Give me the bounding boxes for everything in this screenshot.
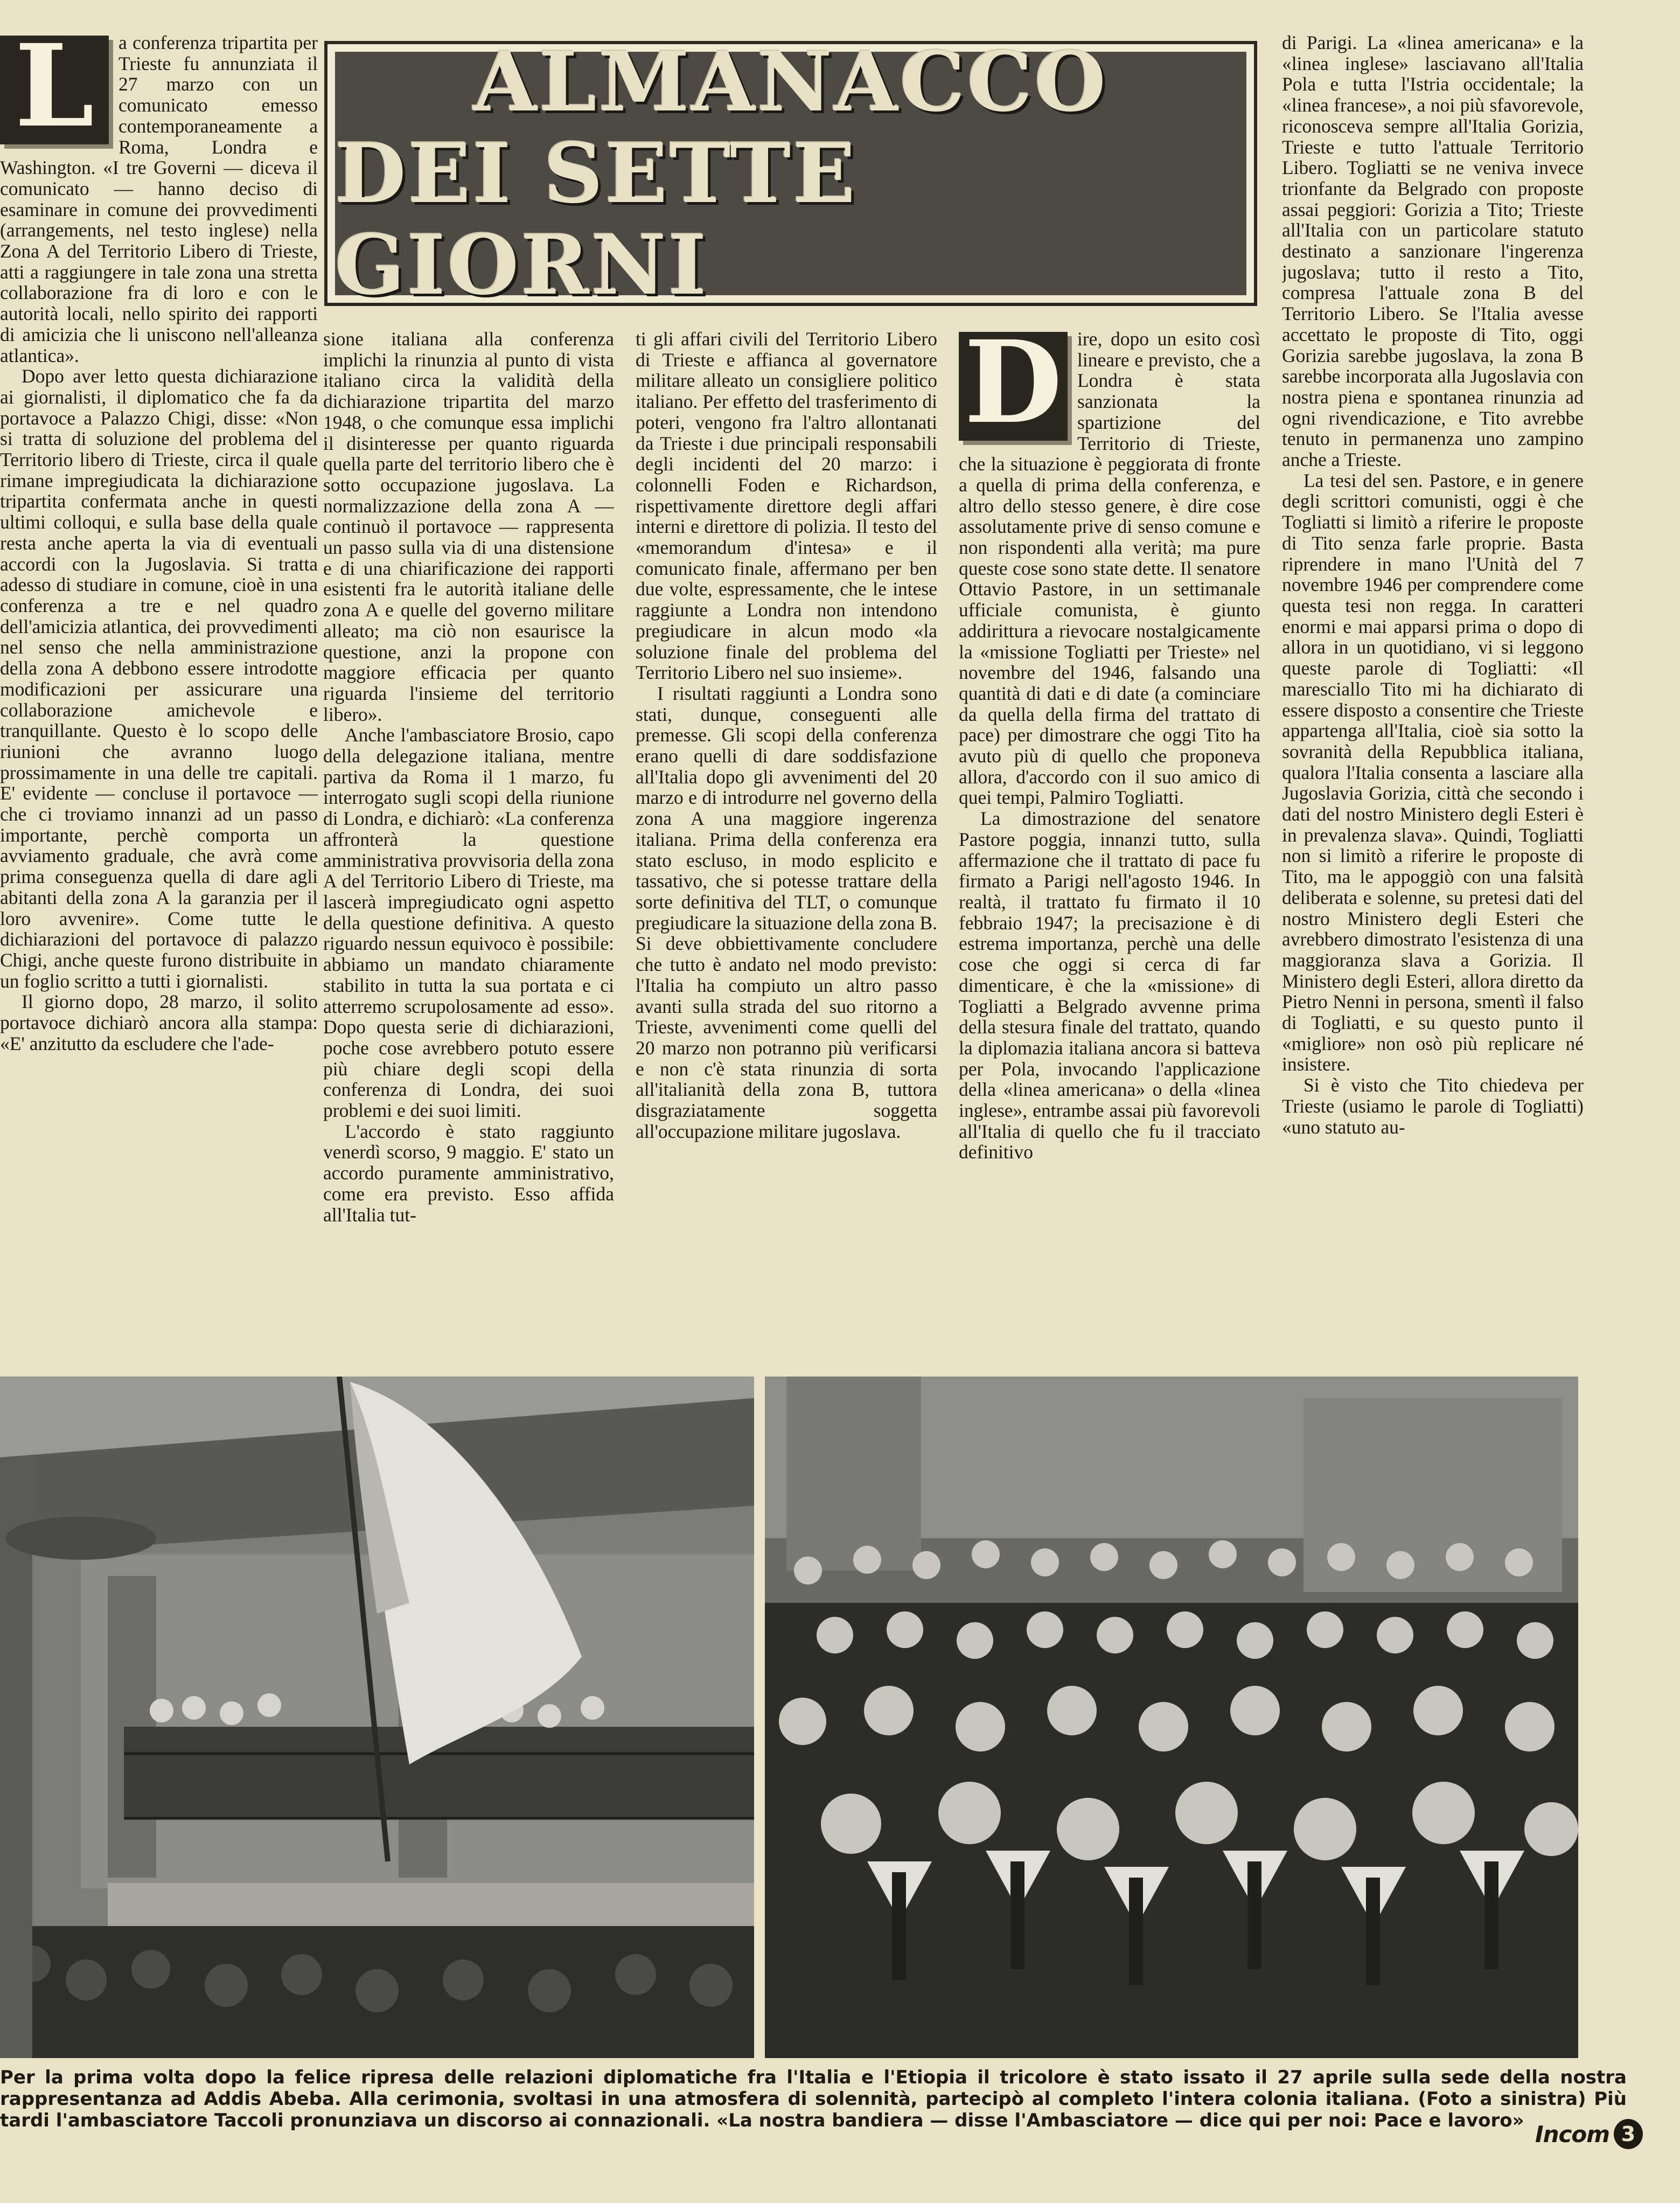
headline-line-2: DEI SETTE GIORNI [335, 125, 858, 313]
paragraph: ti gli affari civili del Territorio Libero di Trieste e affianca al governatore militare alleato un consigliere politico italiano. Per effetto del trasferimento di poteri, vengono fra l'altro allontanati da Trieste i due principali responsabili degli incidenti del 20 marzo: i colonnelli Foden e Richardson, rispettivamente direttore degli affari interni e direttore di polizia. Il testo del «memorandum d'intesa» e il comunicato finale, affermano per ben due volte, espressamente, che le intese raggiunte a Londra non intendono pregiudicare in alcun modo «la soluzione finale del problema del Territorio Libero nel suo insieme». [636, 329, 937, 684]
article-column-right-1 [959, 329, 1260, 1363]
page-number: 3 [1614, 2119, 1643, 2149]
dropcap-d: D [959, 332, 1068, 441]
dropcap-l: L [0, 36, 109, 144]
article-column-left [0, 32, 318, 1363]
article-column-mid-1 [323, 329, 614, 1363]
paragraph: I risultati raggiunti a Londra sono stati, dunque, conseguenti alle premesse. Gli scopi della conferenza erano quelli di dare soddisfazione all'Italia dopo gli avvenimenti del 20 marzo e di introdurre nel governo della zona A una maggiore ingerenza italiana. Prima della conferenza era stato escluso, in modo esplicito e tassativo, che si potesse trattare della sorte definitiva del TLT, o comunque pregiudicare la situazione della zona B. Si deve obbiettivamente concludere che tutto è andato nel modo previsto: l'Italia ha compiuto un altro passo avanti sulla strada del suo ritorno a Trieste, avvenimenti come quelli del 20 marzo non potranno più verificarsi e non c'è stata rinunzia di sorta all'italianità della zona B, tuttora disgraziatamente soggetta all'occupazione militare jugoslava. [636, 682, 937, 1142]
photo-caption: Per la prima volta dopo la felice ripresa delle relazioni diplomatiche fra l'Italia e l'Etiopia il tricolore è stato issato il 27 aprile sulla sede della nostra rappresentanza ad Addis Abeba. Alla cerimonia, svoltasi in una atmosfera di solennità, partecipò al completo l'intera colonia italiana. (Foto a sinistra) Più tardi l'ambasciatore Taccoli pronunziava un discorso ai connazionali. «La nostra bandiera — disse l'Ambasciatore — dice qui per noi: Pace e lavoro» [0, 2067, 1627, 2131]
article-column-mid-2 [636, 329, 937, 1363]
paragraph: ire, dopo un esito così lineare e previsto, che a Londra è stata sanzionata la spartizione del Territorio di Trieste, che la situazione è peggiorata di fronte a quella di prima della conferenza, e altro dello stesso genere, è dire cose assolutamente prive di senso comune e non rispondenti alla verità; ma pure queste cose sono state dette. Il senatore Ottavio Pastore, in un settimanale ufficiale comunista, è giunto addirittura a rievocare nostalgicamente la «missione Togliatti per Trieste» nel novembre del 1946, falsando una quantità di dati e di date (a cominciare da quella della firma del trattato di pace) per dimostrare che oggi Tito ha avuto più di quello che proponeva allora, d'accordo con il suo amico di quei tempi, Palmiro Togliatti. [959, 329, 1260, 809]
headline-line-1: ALMANACCO [473, 33, 1109, 130]
photo-crowd-illustration [765, 1377, 1578, 2058]
headline-banner [327, 33, 1254, 313]
paragraph: Si è visto che Tito chiedeva per Trieste (usiamo le parole di Togliatti) «uno statuto au- [1282, 1074, 1584, 1138]
paragraph: a conferenza tripartita per Trieste fu annunziata il 27 marzo con un comunicato emesso contemporaneamente a Roma, Londra e Washington. «I tre Governi — diceva il comunicato — hanno deciso di esaminare in comune dei provvedimenti (arrangements, nel testo inglese) nella Zona A del Territorio Libero di Trieste, atti a raggiungere in tale zona una stretta collaborazione fra di loro e con le autorità locali, nello spirito dei rapporti di amicizia che li uniscono nell'alleanza atlantica». [0, 32, 318, 366]
footer-brand [1535, 2117, 1643, 2151]
paragraph: Anche l'ambasciatore Brosio, capo della delegazione italiana, mentre partiva da Roma il 1 marzo, fu interrogato sugli scopi della riunione di Londra, e dichiarò: «La conferenza affronterà la questione amministrativa provvisoria della zona A del Territorio Libero di Trieste, ma lascerà impregiudicato ogni aspetto della questione definitiva. A questo riguardo nessun equivoco è possibile: abbiamo un mandato chiaramente stabilito in tutta la sua portata e ci atterremo scrupolosamente ad esso». Dopo questa serie di dichiarazioni, poche cose avrebbero potuto essere più chiare degli scopi della conferenza di Londra, dei suoi problemi e dei suoi limiti. [323, 724, 614, 1122]
paragraph: L'accordo è stato raggiunto venerdì scorso, 9 maggio. E' stato un accordo puramente amministrativo, come era previsto. Esso affida all'Italia tut- [323, 1120, 614, 1226]
paragraph: Dopo aver letto questa dichiarazione ai giornalisti, il diplomatico che fa da portavoce a Palazzo Chigi, disse: «Non si tratta di soluzione del problema del Territorio libero di Trieste, circa il quale rimane impregiudicata la dichiarazione tripartita confermata anche in questi ultimi colloqui, e sulla base della quale resta anche aperta la via di eventuali accordi con la Jugoslavia. Si tratta adesso di studiare in comune, cioè in una conferenza a tre e nel quadro dell'amicizia atlantica, dei provvedimenti nel senso che nella amministrazione della zona A debbono essere introdotte modificazioni per assicurare una collaborazione amichevole e tranquillante. Questo è lo scopo delle riunioni che avranno luogo prossimamente in una delle tre capitali. E' evidente — concluse il portavoce — che ci troviamo innanzi ad un passo importante, perchè comporta un avviamento graduale, che avrà come prima conseguenza quella di dare agli abitanti della zona A la garanzia per il loro avvenire». Come tutte le dichiarazioni del portavoce di palazzo Chigi, anche queste furono distribuite in un foglio scritto a tutti i giornalisti. [0, 365, 318, 992]
paragraph: di Parigi. La «linea americana» e la «linea inglese» lasciavano all'Italia Pola e tutta l'Istria occidentale; la «linea francese», a noi più sfavorevole, riconosceva sempre all'Italia Gorizia, Trieste e tutto l'attuale Territorio Libero. Togliatti se ne veniva invece trionfante da Belgrado con proposte assai peggiori: Gorizia a Tito; Trieste all'Italia con un particolare statuto destinato a sanzionare l'ingerenza jugoslava; tutto il resto a Tito, compresa l'attuale zona B del Territorio Libero. Se l'Italia avesse accettato le proposte di Tito, oggi Gorizia sarebbe jugoslava, la zona B sarebbe incorporata alla Jugoslavia con nostra piena e spontanea rinunzia ad ogni rivendicazione, e Tito avrebbe tenuto in permanenza uno zampino anche a Trieste. [1282, 32, 1584, 471]
paragraph: Il giorno dopo, 28 marzo, il solito portavoce dichiarò ancora alla stampa: «E' anzitutto da escludere che l'ade- [0, 991, 318, 1054]
photo-crowd [765, 1377, 1578, 2058]
photo-flag-raising-illustration [0, 1377, 754, 2058]
article-column-right-2 [1282, 32, 1584, 1363]
paragraph: La tesi del sen. Pastore, e in genere degli scrittori comunisti, oggi è che Togliatti si limitò a riferire le proposte di Tito senza farle proprie. Basta riprendere in mano l'Unità del 7 novembre 1946 per comprendere come questa tesi non regga. In caratteri enormi e mai apparsi prima o dopo di allora in un quotidiano, vi si leggono queste parole di Togliatti: «Il maresciallo Tito mi ha dichiarato di essere disposto a consentire che Trieste appartenga all'Italia, cioè sia sotto la sovranità della Repubblica italiana, qualora l'Italia consenta a lasciare alla Jugoslavia Gorizia, città che secondo i dati del nostro Ministero degli Esteri è in prevalenza slava». Quindi, Togliatti non si limitò a riferire le proposte di Tito, ma le appoggiò con una falsità deliberata e solenne, su pretesi dati del nostro Ministero degli Esteri che avrebbero dimostrato l'esistenza di una maggioranza slava a Gorizia. Il Ministero degli Esteri, allora diretto da Pietro Nenni in persona, smentì il falso di Togliatti, e su questo punto il «migliore» non osò più replicare né insistere. [1282, 469, 1584, 1075]
paragraph: La dimostrazione del senatore Pastore poggia, innanzi tutto, sulla affermazione che il trattato di pace fu firmato a Parigi nell'agosto 1946. In realtà, il trattato fu firmato il 10 febbraio 1947; la precisazione è di estrema importanza, perchè una delle cose che oggi si cerca di far dimenticare, è che la «missione» di Togliatti a Belgrado avvenne prima della stesura finale del trattato, quando la diplomazia italiana ancora si batteva per Pola, invocando l'applicazione della «linea americana» o della «linea inglese», entrambe assai più favorevoli all'Italia di quello che fu il tracciato definitivo [959, 808, 1260, 1163]
incom-logo: Incom [1535, 2121, 1610, 2148]
photo-flag-raising [0, 1377, 754, 2058]
paragraph: sione italiana alla conferenza implichi la rinunzia al punto di vista italiano circa la validità della dichiarazione tripartita del marzo 1948, o che comunque essa implichi il disinteresse per quanto riguarda quella parte del territorio libero che è sotto occupazione jugoslava. La normalizzazione della zona A — continuò il portavoce — rappresenta un passo sulla via di una distensione e di una chiarificazione dei rapporti esistenti fra le autorità italiane delle zona A e quelle del governo militare alleato; ma ciò non esaurisce la questione, anzi la propone con maggiore efficacia per quanto riguarda l'insieme del territorio libero». [323, 329, 614, 725]
